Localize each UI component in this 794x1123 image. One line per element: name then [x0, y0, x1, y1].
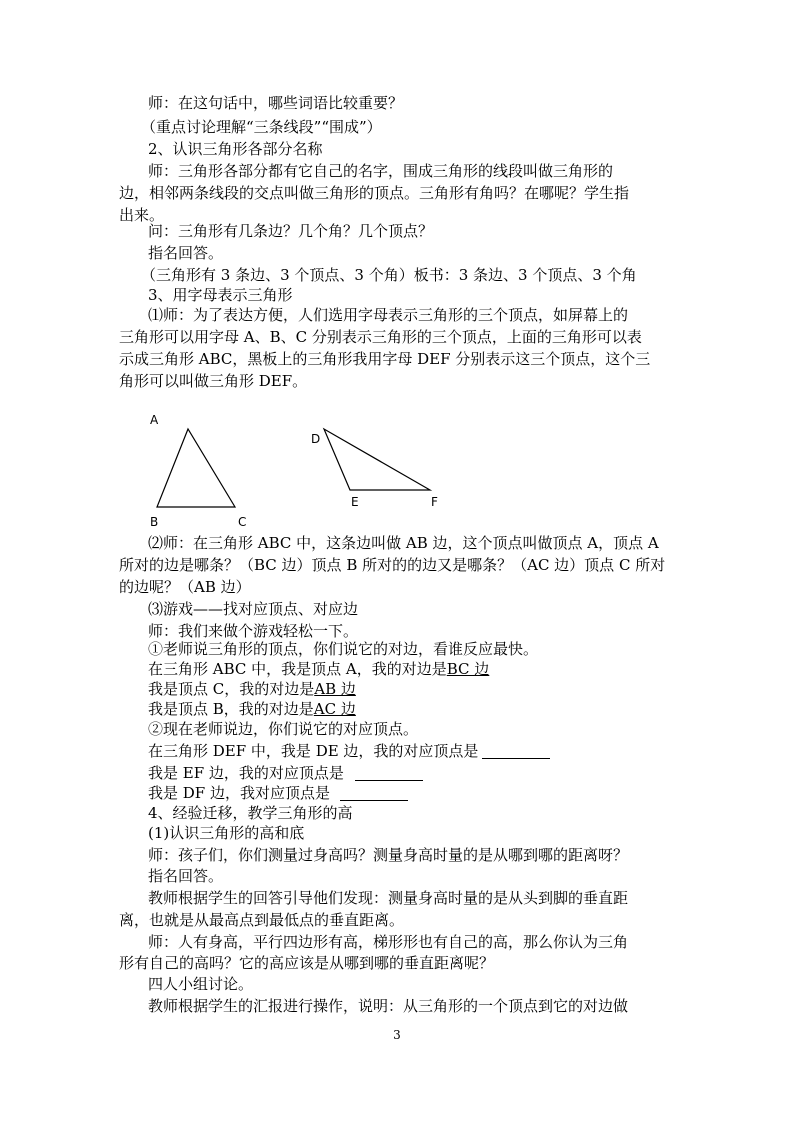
text-line: 教师根据学生的汇报进行操作，说明：从三角形的一个顶点到它的对边做: [148, 997, 629, 1015]
text-line: ⑵师：在三角形 ABC 中，这条边叫做 AB 边，这个顶点叫做顶点 A，顶点 A: [148, 534, 659, 552]
vertex-label-e: E: [351, 495, 359, 509]
answer-text: AC 边: [313, 700, 356, 718]
text-line: （重点讨论理解“三条线段”“围成”）: [141, 118, 382, 136]
text-line: ②现在老师说边，你们说它的对应顶点。: [148, 720, 419, 738]
prompt-text: 我是顶点 B，我的对边是: [148, 700, 314, 718]
text-line: （三角形有 3 条边、3 个顶点、3 个角）板书：3 条边、3 个顶点、3 个角: [141, 266, 637, 284]
text-line: ①老师说三角形的顶点，你们说它的对边，看谁反应最快。: [148, 640, 539, 658]
text-line: 的边呢？（AB 边）: [119, 578, 251, 596]
text-line: 所对的边是哪条？（BC 边）顶点 B 所对的的边又是哪条？（AC 边）顶点 C 所对: [119, 556, 666, 574]
text-line: 出来。: [119, 206, 165, 224]
triangle-abc: [157, 429, 235, 507]
answer-blank: [340, 800, 408, 801]
section-heading: 4、经验迁移，教学三角形的高: [148, 804, 353, 822]
text-line: 师：孩子们，你们测量过身高吗？测量身高时量的是从哪到哪的距离呀？: [148, 846, 629, 864]
answer-text: AB 边: [314, 680, 356, 698]
text-line: 我是 EF 边，我的对应顶点是: [148, 764, 344, 782]
section-heading: 2、认识三角形各部分名称: [148, 140, 323, 158]
vertex-label-c: C: [238, 515, 247, 529]
text-line: (1)认识三角形的高和底: [148, 824, 305, 842]
prompt-text: 在三角形 ABC 中，我是顶点 A，我的对边是: [148, 660, 447, 678]
text-line: 在三角形 DEF 中，我是 DE 边，我的对应顶点是: [148, 742, 479, 760]
text-line: 师：在这句话中，哪些词语比较重要？: [148, 94, 404, 112]
text-line: 四人小组讨论。: [148, 975, 254, 993]
text-line: [148, 679, 356, 700]
prompt-text: 我是顶点 C，我的对边是: [148, 680, 315, 698]
text-line: 我是 DF 边，我对应顶点是: [148, 784, 330, 802]
text-line: [148, 699, 356, 720]
text-line: 离，也就是从最高点到最低点的垂直距离。: [119, 911, 405, 929]
text-line: 边，相邻两条线段的交点叫做三角形的顶点。三角形有角吗？在哪呢？学生指: [119, 184, 630, 202]
text-line: 形有自己的高吗？它的高应该是从哪到哪的垂直距离呢？: [119, 954, 495, 972]
text-line: 指名回答。: [148, 244, 224, 262]
text-line: 师：人有身高，平行四边形有高，梯形形也有自己的高，那么你认为三角: [148, 933, 629, 951]
text-line: 角形可以叫做三角形 DEF。: [119, 372, 308, 390]
text-line: 问：三角形有几条边？几个角？几个顶点？: [148, 222, 434, 240]
vertex-label-f: F: [431, 495, 438, 509]
text-line: ⑶游戏——找对应顶点、对应边: [148, 600, 359, 618]
text-line: 示成三角形 ABC，黑板上的三角形我用字母 DEF 分别表示这三个顶点，这个三: [119, 350, 651, 368]
text-line: 师：我们来做个游戏轻松一下。: [148, 622, 359, 640]
text-line: 指名回答。: [148, 867, 224, 885]
vertex-label-a: A: [150, 413, 159, 427]
text-line: ⑴师：为了表达方便，人们选用字母表示三角形的三个顶点，如屏幕上的: [148, 306, 629, 324]
text-line: 三角形可以用字母 A、B、C 分别表示三角形的三个顶点，上面的三角形可以表: [119, 328, 642, 346]
vertex-label-b: B: [150, 515, 159, 529]
text-line: [148, 659, 489, 680]
answer-blank: [355, 780, 423, 781]
triangle-def: [324, 429, 430, 490]
text-line: 师：三角形各部分都有它自己的名字，围成三角形的线段叫做三角形的: [148, 162, 614, 180]
vertex-label-d: D: [311, 432, 321, 446]
text-line: 教师根据学生的回答引导他们发现：测量身高时量的是从头到脚的垂直距: [148, 889, 629, 907]
page-number: 3: [393, 1028, 401, 1042]
answer-text: BC 边: [446, 660, 490, 678]
answer-blank: [482, 758, 550, 759]
section-heading: 3、用字母表示三角形: [148, 286, 293, 304]
